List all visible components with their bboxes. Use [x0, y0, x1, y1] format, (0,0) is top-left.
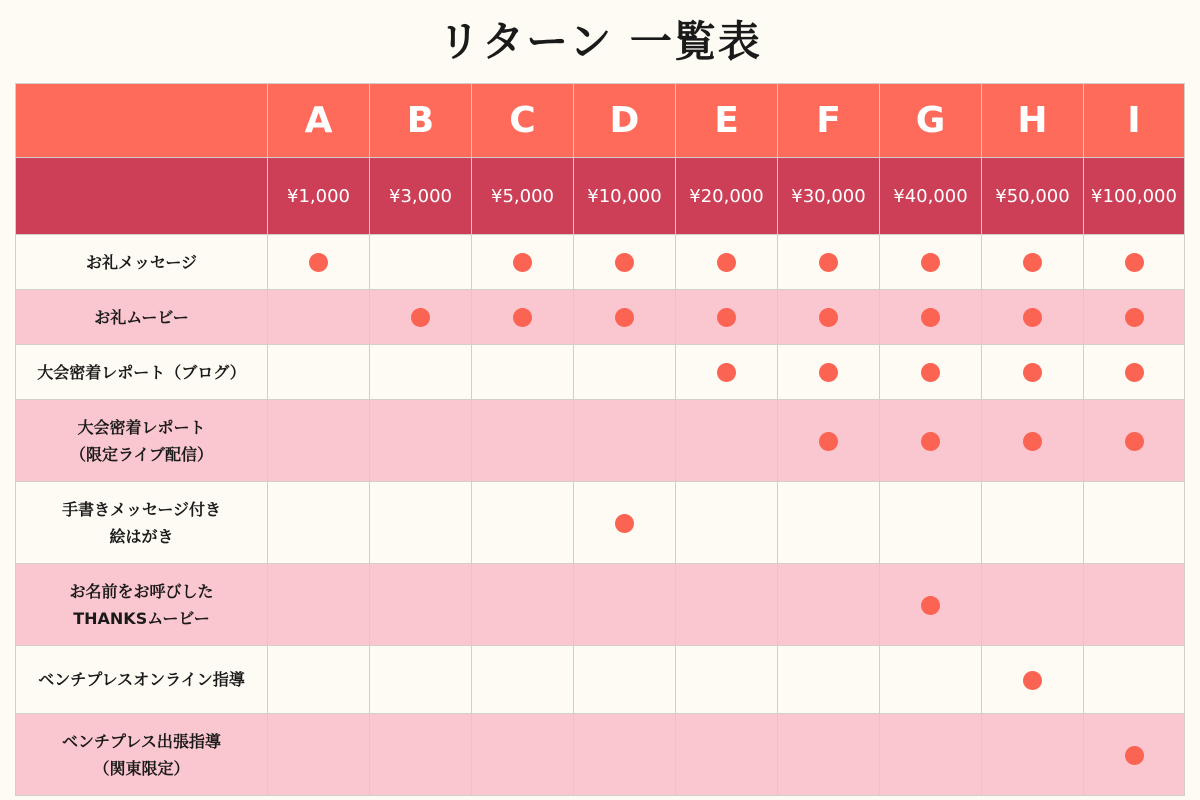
table-cell — [1084, 235, 1185, 290]
table-cell — [574, 646, 676, 714]
table-cell — [574, 290, 676, 345]
table-cell — [676, 345, 778, 400]
included-dot-icon — [717, 363, 736, 382]
row-label: お名前をお呼びした THANKSムービー — [16, 564, 268, 646]
table-cell — [472, 564, 574, 646]
included-dot-icon — [819, 432, 838, 451]
row-label: お礼メッセージ — [16, 235, 268, 290]
table-cell — [370, 400, 472, 482]
row-label: ベンチプレス出張指導 （関東限定） — [16, 714, 268, 796]
table-cell — [676, 290, 778, 345]
table-cell — [268, 564, 370, 646]
included-dot-icon — [513, 253, 532, 272]
table-cell — [880, 564, 982, 646]
table-cell — [982, 400, 1084, 482]
column-letter: D — [574, 84, 676, 158]
included-dot-icon — [717, 253, 736, 272]
table-cell — [982, 235, 1084, 290]
included-dot-icon — [1023, 671, 1042, 690]
table-cell — [1084, 646, 1185, 714]
table-cell — [574, 482, 676, 564]
table-cell — [676, 646, 778, 714]
header-row-letters — [16, 84, 1185, 158]
column-price: ¥50,000 — [982, 158, 1084, 235]
header-row-prices — [16, 158, 1185, 235]
price-corner — [16, 158, 268, 235]
table-cell — [982, 646, 1084, 714]
included-dot-icon — [1023, 308, 1042, 327]
table-cell — [370, 564, 472, 646]
column-letter: A — [268, 84, 370, 158]
table-cell — [880, 400, 982, 482]
table-cell — [676, 400, 778, 482]
table-cell — [778, 400, 880, 482]
table-cell — [880, 482, 982, 564]
column-letter: I — [1084, 84, 1185, 158]
table-cell — [880, 646, 982, 714]
table-cell — [1084, 564, 1185, 646]
table-cell — [676, 714, 778, 796]
column-price: ¥20,000 — [676, 158, 778, 235]
included-dot-icon — [1125, 746, 1144, 765]
table-row — [16, 646, 1185, 714]
included-dot-icon — [921, 596, 940, 615]
table-cell — [574, 714, 676, 796]
table-cell — [268, 646, 370, 714]
table-row — [16, 482, 1185, 564]
table-cell — [268, 345, 370, 400]
table-row — [16, 564, 1185, 646]
included-dot-icon — [921, 432, 940, 451]
table-cell — [370, 290, 472, 345]
table-cell — [880, 714, 982, 796]
table-cell — [370, 482, 472, 564]
included-dot-icon — [1125, 308, 1144, 327]
table-cell — [268, 290, 370, 345]
column-letter: E — [676, 84, 778, 158]
table-cell — [1084, 482, 1185, 564]
table-cell — [982, 482, 1084, 564]
included-dot-icon — [717, 308, 736, 327]
table-cell — [472, 482, 574, 564]
table-cell — [778, 646, 880, 714]
row-label: 大会密着レポート （限定ライブ配信） — [16, 400, 268, 482]
table-cell — [370, 235, 472, 290]
table-cell — [370, 345, 472, 400]
table-cell — [1084, 345, 1185, 400]
column-letter: F — [778, 84, 880, 158]
table-row — [16, 345, 1185, 400]
table-cell — [1084, 714, 1185, 796]
page-title: リターン 一覧表 — [438, 17, 762, 66]
table-cell — [370, 714, 472, 796]
table-cell — [472, 290, 574, 345]
column-letter: G — [880, 84, 982, 158]
table-cell — [778, 564, 880, 646]
included-dot-icon — [1125, 432, 1144, 451]
table-cell — [676, 482, 778, 564]
table-cell — [472, 714, 574, 796]
table-cell — [982, 290, 1084, 345]
table-cell — [778, 290, 880, 345]
table-row — [16, 235, 1185, 290]
table-cell — [472, 400, 574, 482]
table-cell — [1084, 400, 1185, 482]
table-cell — [472, 235, 574, 290]
column-price: ¥1,000 — [268, 158, 370, 235]
included-dot-icon — [513, 308, 532, 327]
table-cell — [268, 482, 370, 564]
included-dot-icon — [1023, 253, 1042, 272]
column-letter: B — [370, 84, 472, 158]
table-cell — [778, 345, 880, 400]
row-label: 大会密着レポート（ブログ） — [16, 345, 268, 400]
included-dot-icon — [921, 308, 940, 327]
included-dot-icon — [921, 253, 940, 272]
table-cell — [778, 235, 880, 290]
table-cell — [676, 564, 778, 646]
included-dot-icon — [615, 308, 634, 327]
included-dot-icon — [309, 253, 328, 272]
column-price: ¥40,000 — [880, 158, 982, 235]
column-price: ¥30,000 — [778, 158, 880, 235]
table-cell — [880, 290, 982, 345]
table-cell — [472, 646, 574, 714]
table-cell — [574, 564, 676, 646]
included-dot-icon — [819, 253, 838, 272]
table-row — [16, 290, 1185, 345]
column-price: ¥3,000 — [370, 158, 472, 235]
included-dot-icon — [411, 308, 430, 327]
table-cell — [778, 714, 880, 796]
column-letter: H — [982, 84, 1084, 158]
table-cell — [982, 714, 1084, 796]
table-cell — [370, 646, 472, 714]
included-dot-icon — [1023, 432, 1042, 451]
table-cell — [1084, 290, 1185, 345]
column-price: ¥5,000 — [472, 158, 574, 235]
header-corner — [16, 84, 268, 158]
table-cell — [472, 345, 574, 400]
included-dot-icon — [1125, 363, 1144, 382]
row-label: お礼ムービー — [16, 290, 268, 345]
returns-table — [15, 83, 1185, 796]
included-dot-icon — [1125, 253, 1144, 272]
table-cell — [574, 400, 676, 482]
column-price: ¥100,000 — [1084, 158, 1185, 235]
table-row — [16, 714, 1185, 796]
table-cell — [676, 235, 778, 290]
column-letter: C — [472, 84, 574, 158]
included-dot-icon — [819, 363, 838, 382]
table-cell — [778, 482, 880, 564]
table-cell — [982, 345, 1084, 400]
table-cell — [574, 235, 676, 290]
table-cell — [880, 235, 982, 290]
table-cell — [880, 345, 982, 400]
table-cell — [268, 714, 370, 796]
table-cell — [574, 345, 676, 400]
included-dot-icon — [819, 308, 838, 327]
column-price: ¥10,000 — [574, 158, 676, 235]
row-label: ベンチプレスオンライン指導 — [16, 646, 268, 714]
table-cell — [982, 564, 1084, 646]
table-row — [16, 400, 1185, 482]
included-dot-icon — [615, 514, 634, 533]
included-dot-icon — [1023, 363, 1042, 382]
included-dot-icon — [615, 253, 634, 272]
table-cell — [268, 400, 370, 482]
table-cell — [268, 235, 370, 290]
included-dot-icon — [921, 363, 940, 382]
row-label: 手書きメッセージ付き 絵はがき — [16, 482, 268, 564]
